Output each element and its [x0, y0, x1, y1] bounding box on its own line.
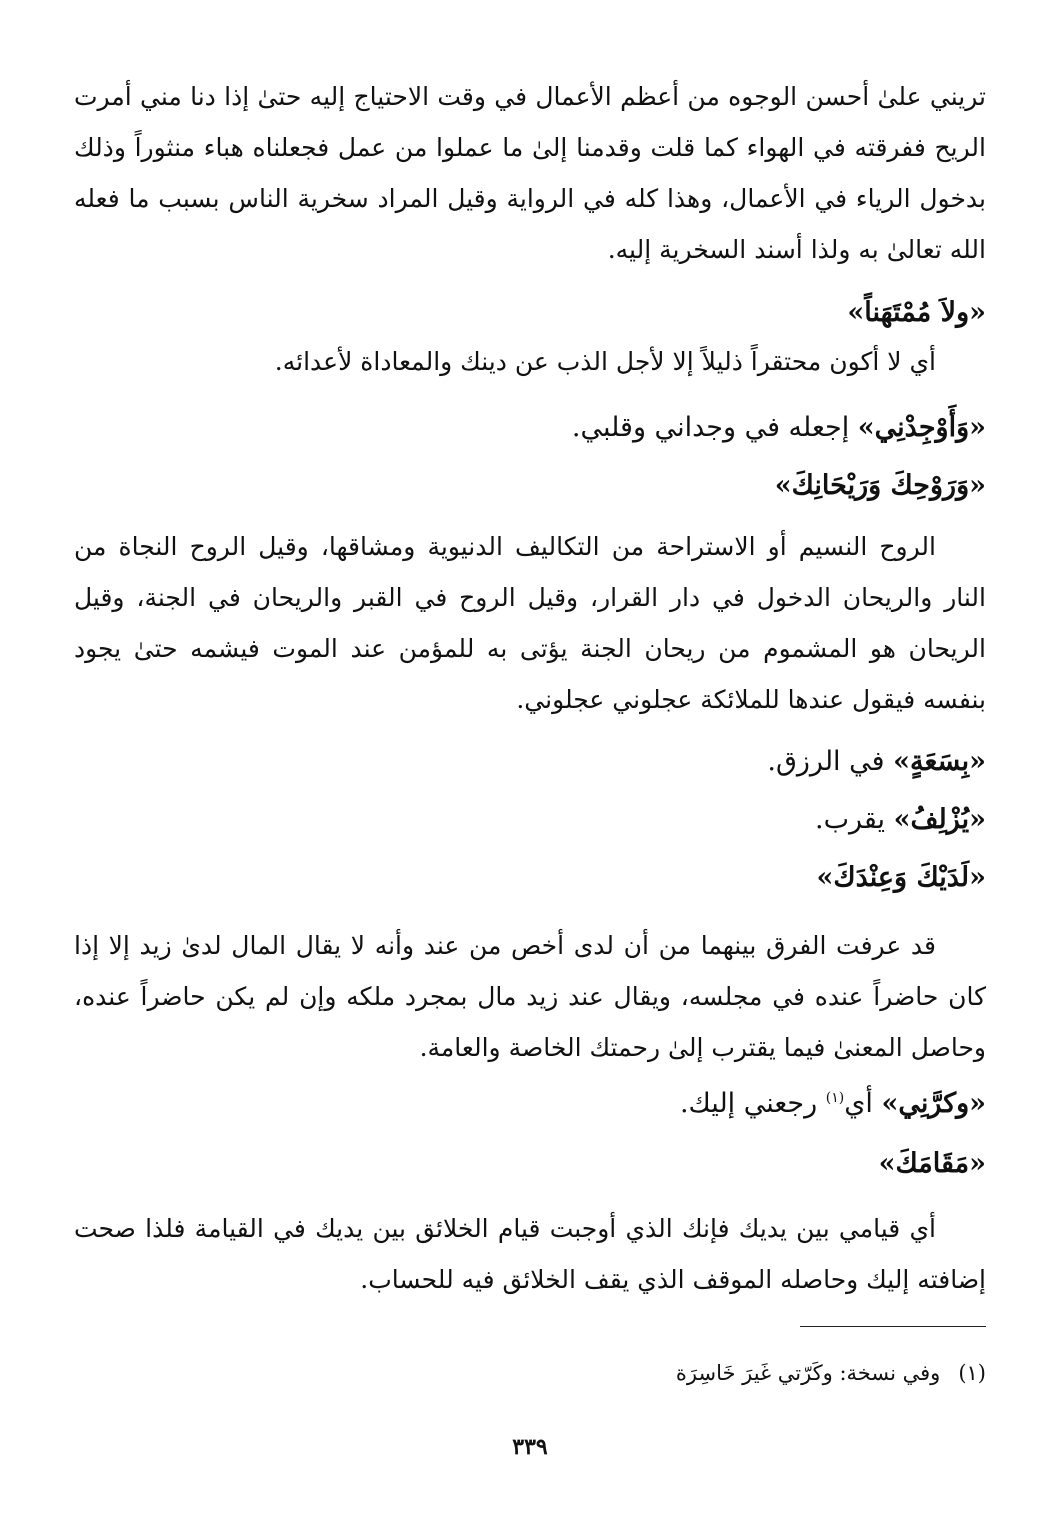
- paragraph-4: قد عرفت الفرق بينهما من أن لدى أخص من عند وأنه لا يقال المال لدىٰ زيد إلا إذا كان حاضراً عنده في مجلسه، ويقال عند زيد مال بمجرد ملكه وإن لم يكن حاضراً عنده، وحاصل المعنىٰ فيما يقترب إلىٰ رحمتك الخاصة والعامة.: [74, 931, 986, 1062]
- heading-term: «وَأَوْجِدْنِي»: [857, 412, 986, 443]
- heading-term: «مَقَامَكَ»: [878, 1148, 986, 1179]
- heading-awjidni: [74, 404, 986, 452]
- footnote: [74, 1356, 986, 1390]
- heading-term: «وكرَّنِي»: [881, 1088, 986, 1119]
- heading-gloss: أي: [844, 1088, 882, 1119]
- footnote-number: (١): [958, 1361, 986, 1385]
- heading-bisaa: [74, 738, 986, 786]
- page-number: ٣٣٩: [512, 1434, 548, 1460]
- heading-term: «وَرَوْحِكَ وَرَيْحَانِكَ»: [774, 470, 986, 501]
- heading-term: «يُزْلِفُ»: [893, 804, 986, 835]
- paragraph-5: أي قيامي بين يديك فإنك الذي أوجبت قيام الخلائق بين يديك في القيامة فلذا صحت إضافته إليك وحاصله الموقف الذي يقف الخلائق فيه للحساب.: [74, 1214, 986, 1294]
- heading-karrani: [74, 1080, 986, 1128]
- heading-gloss: رجعني إليك.: [679, 1088, 826, 1119]
- heading-gloss: في الرزق.: [767, 746, 894, 777]
- heading-gloss: يقرب.: [815, 804, 894, 835]
- footnote-text: وفي نسخة: وكَرّتي غَيرَ خَاسِرَة: [675, 1361, 941, 1385]
- heading-term: «بِسَعَةٍ»: [893, 746, 986, 777]
- footnote-divider: [800, 1326, 986, 1327]
- heading-term: «ولاَ مُمْتَهَناً»: [847, 297, 986, 328]
- paragraph-1: تريني علىٰ أحسن الوجوه من أعظم الأعمال في وقت الاحتياج إليه حتىٰ إذا دنا مني أمرت الريح ففرقته في الهواء كما قلت وقدمنا إلىٰ ما عملوا من عمل فجعلناه هباء منثوراً وذلك بدخول الرياء في الأعمال، وهذا كله في الرواية وقيل المراد سخرية الناس بسبب ما فعله الله تعالىٰ به ولذا أسند السخرية إليه.: [74, 82, 986, 264]
- heading-gloss: إجعله في وجداني وقلبي.: [571, 412, 858, 443]
- paragraph-3: الروح النسيم أو الاستراحة من التكاليف الدنيوية ومشاقها، وقيل الروح النجاة من النار والريحان الدخول في دار القرار، وقيل الروح في القبر والريحان في الجنة، وقيل الريحان هو المشموم من ريحان الجنة يؤتى به للمؤمن عند الموت فيشمه حتىٰ يجود بنفسه فيقول عندها للملائكة عجلوني عجلوني.: [74, 532, 986, 714]
- heading-ladayka-wa-indaka: [74, 854, 986, 902]
- heading-rawhika-wa-rayhanika: [74, 462, 986, 510]
- footnote-ref: (١): [825, 1090, 845, 1106]
- heading-term: «لَدَيْكَ وَعِنْدَكَ»: [816, 862, 986, 893]
- paragraph-2: أي لا أكون محتقراً ذليلاً إلا لأجل الذب عن دينك والمعاداة لأعدائه.: [274, 347, 936, 376]
- heading-wala-mumtahana: [74, 289, 986, 337]
- heading-maqamak: [74, 1140, 986, 1188]
- heading-yuzlif: [74, 796, 986, 844]
